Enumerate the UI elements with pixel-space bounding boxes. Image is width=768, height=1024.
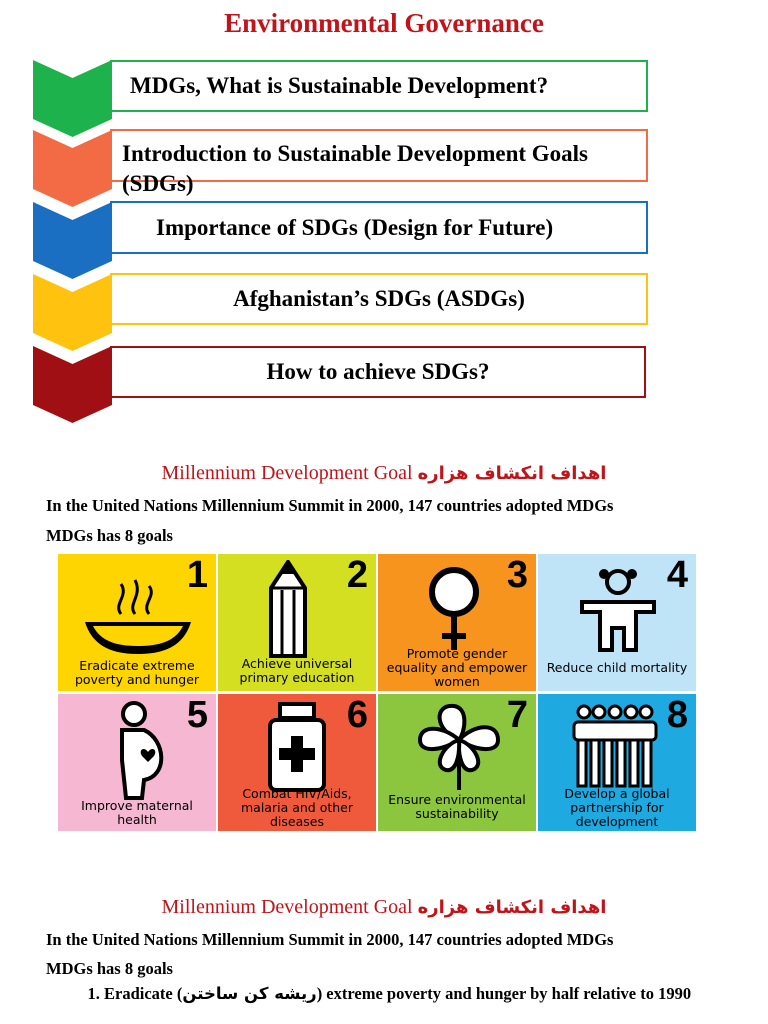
goal-caption: Eradicate extreme poverty and hunger xyxy=(74,658,200,687)
goal-caption: Improve maternal health xyxy=(81,798,193,827)
goal-tile-2 xyxy=(218,554,376,691)
list-item xyxy=(104,984,768,1004)
goal-caption: Promote gender equality and empower women xyxy=(386,646,528,689)
agenda-item-5[interactable] xyxy=(110,346,646,398)
section-heading-urdu: اهداف انکشاف هزاره xyxy=(417,897,607,918)
paragraph-summit: In the United Nations Millennium Summit in 2000, 147 countries adopted MDGs xyxy=(46,930,614,949)
page-title: Environmental Governance xyxy=(224,8,544,38)
agenda-item-4[interactable] xyxy=(110,273,648,325)
goal-tile-8 xyxy=(538,694,696,831)
bowl-icon xyxy=(83,576,193,658)
goal-number: 4 xyxy=(666,554,688,596)
goal-number: 2 xyxy=(346,554,368,596)
goal-text-b: ) extreme poverty and hunger by half relative to 1990 xyxy=(316,984,692,1003)
goal-caption: Develop a global partnership for development xyxy=(564,786,670,829)
mdg-goals-grid xyxy=(58,554,698,832)
goal-number: 8 xyxy=(666,694,688,736)
pencil-icon xyxy=(268,560,308,658)
chevron-icon xyxy=(33,274,112,351)
child-icon xyxy=(580,568,656,652)
goal-tile-1 xyxy=(58,554,216,691)
plant-icon xyxy=(414,700,504,792)
goal-text-a: Eradicate ( xyxy=(104,984,183,1003)
agenda-item-1[interactable] xyxy=(110,60,648,112)
goal-tile-5 xyxy=(58,694,216,831)
goals-list xyxy=(46,984,768,1004)
goal-caption: Ensure environmental sustainability xyxy=(388,792,526,821)
section-heading xyxy=(0,896,768,919)
agenda-item-label: Introduction to Sustainable Development Goals (SDGs) xyxy=(122,140,589,196)
chevron-icon xyxy=(33,130,112,207)
section-heading-text: Millennium Development Goal xyxy=(161,462,413,484)
section-heading xyxy=(0,462,768,485)
goal-tile-7 xyxy=(378,694,536,831)
chevron-icon xyxy=(33,202,112,279)
goal-number: 5 xyxy=(186,694,208,736)
chevron-icon xyxy=(33,346,112,423)
goal-caption: Combat HIV/Aids, malaria and other diseases xyxy=(240,786,353,829)
agenda-item-3[interactable] xyxy=(110,201,648,254)
goal-tile-3 xyxy=(378,554,536,691)
section-heading-urdu: اهداف انکشاف هزاره xyxy=(417,463,607,484)
goal-number: 3 xyxy=(506,554,528,596)
paragraph-goal-count: MDGs has 8 goals xyxy=(46,959,173,978)
goal-text-urdu: ریشه کن ساختن xyxy=(182,984,317,1003)
section-heading-text: Millennium Development Goal xyxy=(161,896,413,918)
goal-tile-6 xyxy=(218,694,376,831)
female-symbol-icon xyxy=(424,566,484,652)
goal-number: 1 xyxy=(186,554,208,596)
goal-tile-4 xyxy=(538,554,696,691)
agenda-item-label: How to achieve SDGs? xyxy=(266,359,490,384)
goal-caption: Reduce child mortality xyxy=(546,660,688,675)
goal-caption: Achieve universal primary education xyxy=(239,656,355,685)
agenda-item-label: Importance of SDGs (Design for Future) xyxy=(156,214,554,240)
goal-number: 6 xyxy=(346,694,368,736)
agenda-item-2[interactable] xyxy=(110,129,648,196)
paragraph-summit: In the United Nations Millennium Summit in 2000, 147 countries adopted MDGs xyxy=(46,496,614,515)
goal-number: 7 xyxy=(506,694,528,736)
agenda-item-label: MDGs, What is Sustainable Development? xyxy=(130,73,549,98)
medicine-bottle-icon xyxy=(266,702,328,792)
pregnant-woman-icon xyxy=(108,700,172,800)
agenda-item-label: Afghanistan’s SDGs (ASDGs) xyxy=(233,286,525,311)
partnership-icon xyxy=(572,704,658,790)
chevron-icon xyxy=(33,60,112,137)
paragraph-goal-count: MDGs has 8 goals xyxy=(46,526,173,545)
